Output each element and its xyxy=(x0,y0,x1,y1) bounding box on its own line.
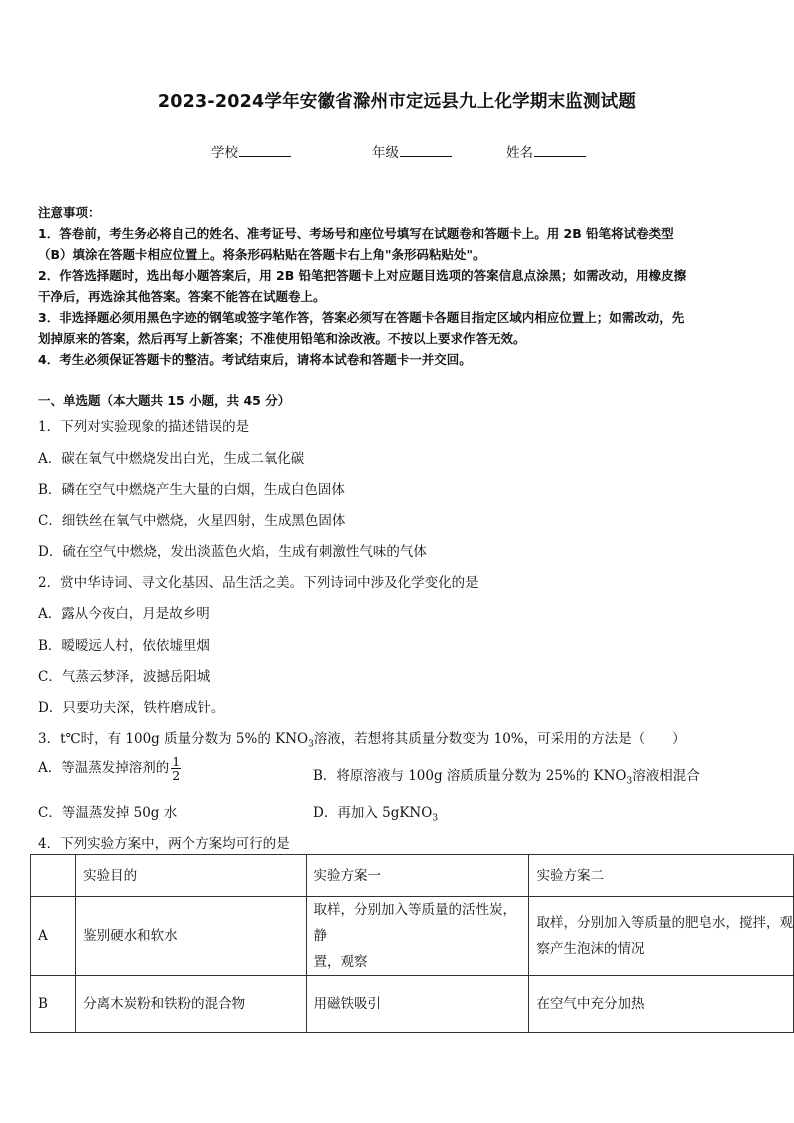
table-cell-plan2 xyxy=(529,897,794,976)
question-1-stem: 1．下列对实验现象的描述错误的是 xyxy=(38,419,250,435)
table-header-cell: 实验方案二 xyxy=(529,855,794,897)
question-1-option-a: A．碳在氧气中燃烧发出白光，生成二氧化碳 xyxy=(38,451,305,467)
question-3-option-c: C．等温蒸发掉 50g 水 xyxy=(38,805,178,821)
grade-label: 年级 xyxy=(372,145,399,161)
name-field xyxy=(506,141,586,161)
notice-line: 1．答卷前，考生务必将自己的姓名、准考证号、考场号和座位号填写在试题卷和答题卡上。用 2B 铅笔将试卷类型 xyxy=(38,226,674,241)
cell-line: 在空气中充分加热 xyxy=(536,996,645,1012)
table-header-cell xyxy=(31,855,76,897)
notice-line: 2．作答选择题时，选出每小题答案后，用 2B 铅笔把答题卡上对应题目选项的答案信息点涂黑；如需改动，用橡皮擦 xyxy=(38,268,687,283)
question-2-option-b: B．暧暧远人村，依依墟里烟 xyxy=(38,638,210,654)
question-3-option-b-part: B．将原溶液与 100g 溶质质量分数为 25%的 KNO xyxy=(313,768,627,784)
page-title: 2023-2024学年安徽省滁州市定远县九上化学期末监测试题 xyxy=(157,92,637,112)
school-blank[interactable] xyxy=(239,142,291,157)
subscript: 3 xyxy=(626,776,633,787)
notice-heading: 注意事项： xyxy=(38,205,101,220)
fraction-denominator: 2 xyxy=(172,768,181,783)
question-3-stem-part: 3．t℃时，有 100g 质量分数为 5%的 KNO xyxy=(38,731,309,747)
subscript: 3 xyxy=(308,739,314,750)
question-3-option-d xyxy=(313,801,438,824)
experiment-table xyxy=(30,854,794,1033)
subscript: 3 xyxy=(432,813,439,824)
question-1-option-b: B．磷在空气中燃烧产生大量的白烟，生成白色固体 xyxy=(38,482,345,498)
question-3-option-b xyxy=(313,764,700,787)
table-cell-plan1 xyxy=(306,897,529,976)
table-cell-purpose: 分离木炭粉和铁粉的混合物 xyxy=(76,976,306,1033)
table-header-cell: 实验目的 xyxy=(76,855,306,897)
fraction xyxy=(171,755,181,782)
cell-line: 取样，分别加入等质量的活性炭，静 xyxy=(313,902,517,944)
question-4-stem: 4．下列实验方案中，两个方案均可行的是 xyxy=(38,836,290,852)
grade-field xyxy=(372,141,452,161)
notice-line: （B）填涂在答题卡相应位置上。将条形码粘贴在答题卡右上角"条形码粘贴处"。 xyxy=(38,247,486,262)
question-2-option-c: C．气蒸云梦泽，波撼岳阳城 xyxy=(38,669,211,685)
table-cell-purpose: 鉴别硬水和软水 xyxy=(76,897,306,976)
question-3-option-b-part: 溶液相混合 xyxy=(632,768,700,784)
table-row xyxy=(31,976,794,1033)
notice-line: 3．非选择题必须用黑色字迹的钢笔或签字笔作答，答案必须写在答题卡各题目指定区域内相应位置上；如需改动，先 xyxy=(38,310,685,325)
table-cell-label: A xyxy=(31,897,76,976)
school-label: 学校 xyxy=(211,145,238,161)
section-heading: 一、单选题（本大题共 15 小题，共 45 分） xyxy=(38,393,291,408)
question-3-stem-part: 溶液，若想将其质量分数变为 10%，可采用的方法是（ ） xyxy=(313,731,686,747)
notice-line: 划掉原来的答案，然后再写上新答案；不准使用铅笔和涂改液。不按以上要求作答无效。 xyxy=(38,331,526,346)
question-3-option-d-part: D．再加入 5gKNO xyxy=(313,805,433,821)
grade-blank[interactable] xyxy=(400,142,452,157)
cell-line: 置，观察 xyxy=(313,954,368,970)
question-2-stem: 2．赏中华诗词、寻文化基因、品生活之美。下列诗词中涉及化学变化的是 xyxy=(38,575,479,591)
school-field xyxy=(211,141,291,161)
table-header-row xyxy=(31,855,794,897)
question-2-option-a: A．露从今夜白，月是故乡明 xyxy=(38,606,210,622)
table-cell-plan2 xyxy=(529,976,794,1033)
table-header-cell: 实验方案一 xyxy=(306,855,529,897)
question-3-option-a-text: A．等温蒸发掉溶剂的 xyxy=(38,760,170,776)
table-row xyxy=(31,897,794,976)
cell-line: 察产生泡沫的情况 xyxy=(536,941,645,957)
table-cell-label: B xyxy=(31,976,76,1033)
table-cell-plan1 xyxy=(306,976,529,1033)
name-blank[interactable] xyxy=(534,142,586,157)
notice-line: 干净后，再选涂其他答案。答案不能答在试题卷上。 xyxy=(38,289,326,304)
notice-line: 4．考生必须保证答题卡的整洁。考试结束后，请将本试卷和答题卡一并交回。 xyxy=(38,352,472,367)
fraction-numerator: 1 xyxy=(172,754,181,769)
question-2-option-d: D．只要功夫深，铁杵磨成针。 xyxy=(38,700,225,716)
question-3-stem xyxy=(38,727,686,750)
cell-line: 用磁铁吸引 xyxy=(313,996,382,1012)
question-1-option-d: D．硫在空气中燃烧，发出淡蓝色火焰，生成有刺激性气味的气体 xyxy=(38,544,427,560)
name-label: 姓名 xyxy=(506,145,533,161)
cell-line: 取样，分别加入等质量的肥皂水，搅拌，观 xyxy=(536,915,793,931)
question-1-option-c: C．细铁丝在氧气中燃烧，火星四射，生成黑色固体 xyxy=(38,513,346,529)
question-3-option-a xyxy=(38,755,181,782)
